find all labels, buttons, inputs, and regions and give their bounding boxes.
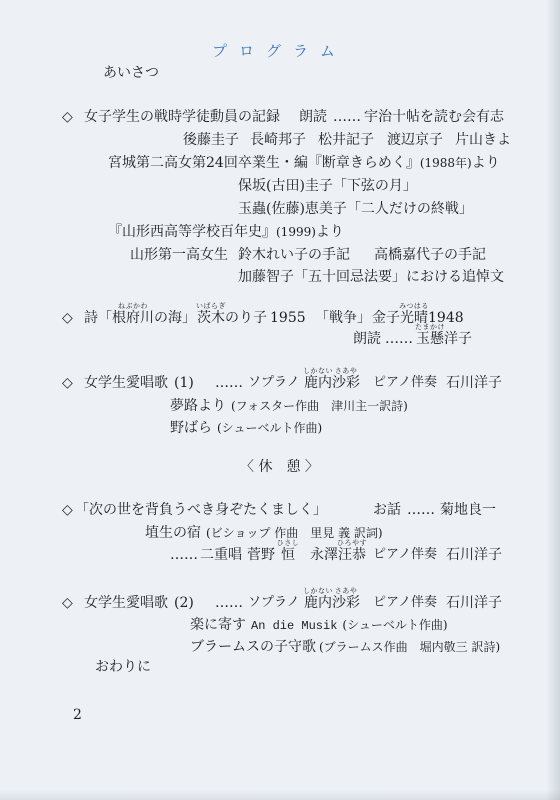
item4-duet-singer1 (247, 539, 300, 563)
item4-accompaniment-label: ピアノ伴奏 (373, 547, 437, 562)
item1-work: 玉蟲(佐藤)恵美子「二人だけの終戦」 (238, 201, 473, 217)
singer2-surname: 永澤 (310, 547, 338, 563)
item1-source1-text: 宮城第二高女第24回卒業生・編『断章きらめく』 (108, 155, 420, 171)
song-credit: (シューベルト作曲) (342, 618, 448, 632)
item5-dots: …… (215, 595, 243, 611)
item5-diamond-marker: ◇ (62, 595, 73, 611)
ruby-base: 玉懸 (416, 331, 444, 347)
song-credit: (ビショップ 作曲 里見 義 訳詞) (206, 526, 383, 540)
song-title: 埴生の宿 (145, 525, 201, 541)
item1-source2-entry: 山形第一高女生 (130, 247, 228, 263)
item1-heading: 女子学生の戦時学徒動員の記録 (84, 109, 280, 125)
ruby-group (196, 302, 226, 326)
ruby-base: 根府川 (112, 310, 154, 326)
item4-duet-dots: …… (170, 547, 198, 563)
item1-source2-entry: 高橋嘉代子の手記 (374, 247, 486, 263)
song-title: 野ばら (170, 420, 212, 436)
item1-reader-name: 渡辺京子 (387, 132, 443, 148)
ruby-reading: ねぶかわ (118, 302, 148, 310)
item1-source1-suffix: より (471, 155, 500, 171)
item4-heading: 「次の世を背負うべき身ぞたくましく」 (75, 502, 327, 518)
item4-duet-form: 二重唱 (200, 547, 242, 563)
ruby-base: 汪恭 (338, 547, 366, 563)
poet2-surname: 金子 (372, 310, 400, 326)
item2-reader (415, 323, 472, 347)
item3-song (170, 399, 408, 413)
ruby-reading: ひさし (276, 539, 300, 547)
item1-source2-line (108, 225, 344, 239)
item3-singer (303, 367, 360, 391)
song-title: ブラームスの子守歌 (190, 639, 316, 655)
item5-accompaniment-label: ピアノ伴奏 (373, 595, 437, 610)
item4-speaker: 菊地良一 (440, 502, 496, 518)
ruby-group (303, 367, 333, 391)
item1-diamond-marker: ◇ (62, 109, 73, 125)
page-number: 2 (73, 707, 82, 723)
item1-dots: …… (333, 109, 361, 125)
ruby-reading: しかない (303, 367, 333, 375)
item1-work: 加藤智子「五十回忌法要」における追悼文 (238, 269, 504, 285)
item3-voice: ソプラノ (248, 375, 300, 390)
item4-song (145, 526, 383, 540)
item3-song (170, 421, 322, 435)
item4-dots: …… (407, 502, 435, 518)
ruby-reading: しかない (303, 587, 333, 595)
item3-pianist: 石川洋子 (446, 375, 502, 391)
item1-source2-year: (1999) (276, 225, 316, 239)
poet2-year: 1948 (428, 310, 464, 326)
poem1-title-rest: の海」 (154, 310, 196, 326)
ruby-group (332, 587, 360, 611)
song-credit: (シューベルト作曲) (217, 421, 323, 435)
ruby-base: 鹿内 (304, 595, 332, 611)
poet1-given-name: のり子 (225, 310, 267, 326)
song-original-title: An die Musik (251, 619, 338, 633)
item1-source2-entry: 鈴木れい子の手記 (238, 247, 350, 263)
item5-song (190, 618, 448, 633)
ruby-group (415, 323, 445, 347)
ruby-group (276, 539, 300, 563)
item1-reader-name: 松井記子 (318, 132, 374, 148)
item5-singer (303, 587, 360, 611)
ruby-group (337, 539, 367, 563)
ruby-reading: たまかけ (415, 323, 445, 331)
item1-reader-name: 片山きよ (455, 132, 511, 148)
item1-reading-label: 朗読 (299, 109, 327, 125)
item2-diamond-marker: ◇ (62, 310, 73, 326)
item3-diamond-marker: ◇ (62, 375, 73, 391)
intermission: 〈 休 憩 〉 (240, 459, 319, 475)
item5-number: (2) (174, 595, 194, 611)
item5-pianist: 石川洋子 (446, 595, 502, 611)
item3-accompaniment-label: ピアノ伴奏 (373, 375, 437, 390)
item4-talk-label: お話 (373, 502, 401, 518)
item1-source2-text: 『山形西高等学校百年史』 (108, 224, 276, 240)
scan-edge-shadow-right (546, 0, 560, 800)
program-title: プログラム (212, 42, 347, 60)
ruby-base: 光晴 (400, 310, 428, 326)
ruby-base: 恒 (281, 547, 295, 563)
ruby-reading: いばらぎ (196, 302, 226, 310)
ruby-base: 沙彩 (332, 375, 360, 391)
song-title: 楽に寄す (190, 617, 246, 633)
item1-source2-suffix: より (315, 224, 344, 240)
item1-source1-year: (1988年) (419, 156, 472, 170)
item5-heading: 女学生愛唱歌 (84, 595, 168, 611)
singer1-surname: 菅野 (247, 547, 275, 563)
item2-label: 詩 (84, 310, 98, 326)
item5-voice: ソプラノ (248, 595, 300, 610)
scan-edge-shadow-bottom (0, 790, 560, 800)
closing: おわりに (95, 659, 151, 675)
greeting: あいさつ (103, 65, 159, 81)
item1-reader-group: 宇治十帖を読む会有志 (364, 109, 504, 125)
item3-dots: …… (215, 375, 243, 391)
song-credit: (フォスター作曲 津川主一訳詩) (231, 399, 408, 413)
ruby-base: 鹿内 (304, 375, 332, 391)
ruby-reading: ひろやす (337, 539, 367, 547)
ruby-reading: みつはる (399, 302, 429, 310)
ruby-base: 茨木 (197, 310, 225, 326)
item2-reading-label: 朗読 (353, 331, 381, 347)
item4-diamond-marker: ◇ (62, 502, 73, 518)
reader-given-name: 洋子 (444, 331, 472, 347)
item1-work: 保坂(古田)圭子「下弦の月」 (238, 178, 417, 194)
item2-poem2-title: 「戦争」 (315, 310, 371, 326)
ruby-group (303, 587, 333, 611)
item2-poet1 (196, 302, 306, 326)
song-credit: (ブラームス作曲 堀内敬三 訳詩) (319, 640, 501, 654)
ruby-group (112, 302, 154, 326)
item3-number: (1) (174, 375, 194, 391)
item4-duet-singer2 (310, 539, 367, 563)
poet1-year: 1955 (270, 310, 306, 326)
bracket-open: 「 (98, 310, 112, 326)
ruby-base: 沙彩 (332, 595, 360, 611)
ruby-group (332, 367, 360, 391)
item2-poem1-title (98, 302, 196, 326)
item3-heading: 女学生愛唱歌 (84, 375, 168, 391)
item1-source1-line (108, 156, 500, 170)
item5-song (190, 640, 500, 654)
ruby-reading: さあや (334, 587, 358, 595)
song-title: 夢路より (170, 398, 226, 414)
ruby-reading: さあや (334, 367, 358, 375)
item4-pianist: 石川洋子 (446, 547, 502, 563)
item2-dots: …… (385, 331, 413, 347)
item1-reader-name: 長崎邦子 (250, 132, 306, 148)
item1-reader-name: 後藤圭子 (183, 132, 239, 148)
